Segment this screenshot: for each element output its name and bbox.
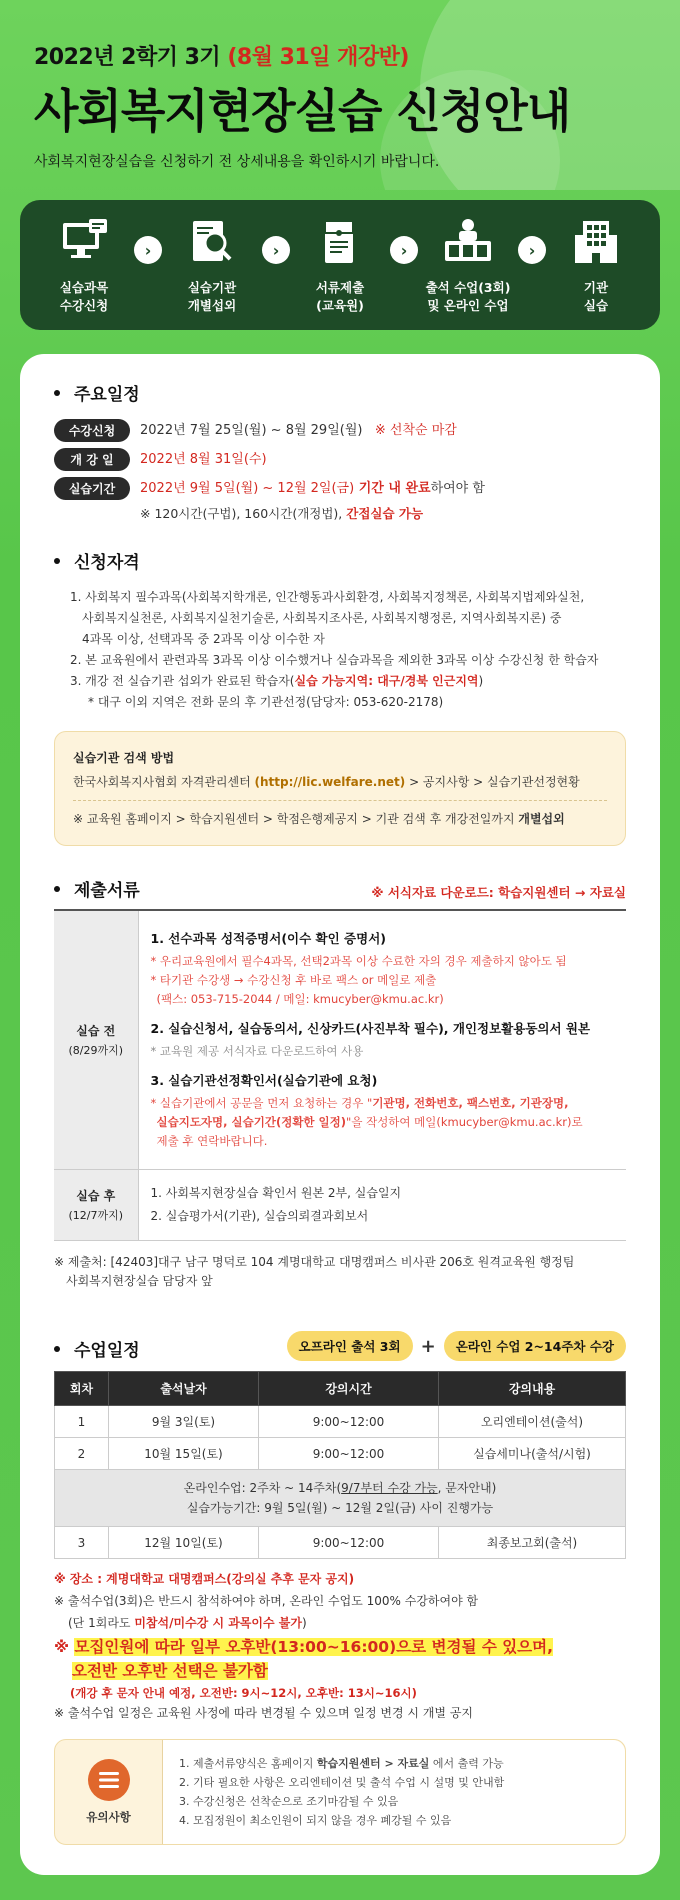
- doc-heading: 1. 선수과목 성적증명서(이수 확인 증명서): [150, 931, 386, 946]
- online-text: 온라인수업: 2주차 ~ 14주차(: [183, 1481, 342, 1495]
- doc-heading: 3. 실습기관선정확인서(실습기관에 요청): [150, 1073, 378, 1088]
- table-row: [55, 1527, 626, 1559]
- schedule-value: 2022년 9월 5일(월) ~ 12월 2일(금): [140, 481, 355, 496]
- search-text: 한국사회복지사협회 자격관리센터: [73, 775, 255, 789]
- doc-item: 1. 사회복지현장실습 확인서 원본 2부, 실습일지: [150, 1186, 402, 1200]
- plus-icon: +: [420, 1335, 436, 1357]
- warning-mark: ※: [54, 1638, 75, 1656]
- docs-deadline: (12/7까지): [68, 1209, 124, 1222]
- class-time-note: (개강 후 문자 안내 예정, 오전반: 9시~12시, 오후반: 13시~16시): [70, 1686, 417, 1700]
- caution-item: 2. 기타 필요한 사항은 오리엔테이션 및 출석 수업 시 설명 및 안내함: [179, 1776, 505, 1789]
- table-row: [55, 1438, 626, 1470]
- step-label: 수강신청: [59, 298, 109, 313]
- docs-row-after: [54, 1170, 626, 1241]
- online-line: [55, 1478, 625, 1498]
- warning-text: 오전반 오후반 선택은 불가함: [72, 1662, 268, 1680]
- region-note: 실습 가능지역: 대구/경북 인근지역: [294, 674, 479, 688]
- table-cell: 3: [55, 1527, 109, 1559]
- qualification-item: 4과목 이상, 선택과목 중 2과목 이상 이수한 자: [82, 632, 325, 646]
- class-schedule-table: [54, 1371, 626, 1559]
- schedule-tag: 개 강 일: [54, 448, 130, 471]
- warning-text: 모집인원에 따라 일부 오후반(13:00~16:00)으로 변경될 수 있으며,: [74, 1638, 554, 1656]
- docs-row-before: [54, 910, 626, 1170]
- institution-search-box: [54, 731, 626, 846]
- change-notice: ※ 출석수업 일정은 교육원 사정에 따라 변경될 수 있으며 일정 변경 시 개별 공지: [54, 1706, 473, 1720]
- table-cell: 오리엔테이션(출석): [439, 1406, 626, 1438]
- semester-text: 2022년 2학기 3기: [34, 45, 228, 70]
- magnifier-document-icon: [185, 215, 239, 269]
- schedule-change-warning: [54, 1635, 626, 1659]
- doc-note-bold: 실습지도자명, 실습기간(정확한 일정): [156, 1115, 347, 1129]
- docs-row-body: [138, 910, 626, 1170]
- schedule-row-registration: [54, 419, 626, 442]
- chevron-right-icon: ›: [262, 236, 290, 264]
- list-icon: [88, 1759, 130, 1801]
- table-cell: 2: [55, 1438, 109, 1470]
- offline-pill: 오프라인 출석 3회: [287, 1331, 413, 1361]
- schedule-value: 하여야 함: [430, 481, 485, 496]
- doc-note: * 교육원 제공 서식자료 다운로드하여 사용: [150, 1044, 364, 1058]
- caution-text: 1. 제출서류양식은 홈페이지: [179, 1757, 317, 1770]
- table-cell: 9:00~12:00: [259, 1438, 439, 1470]
- table-row-online: [55, 1470, 626, 1527]
- search-bold-text: 개별섭외: [518, 812, 565, 826]
- table-cell: 9:00~12:00: [259, 1406, 439, 1438]
- bullet-icon: [54, 886, 60, 892]
- doc-note: * 우리교육원에서 필수4과목, 선택2과목 이상 수료한 자의 경우 제출하지 않아도 됨: [150, 954, 567, 968]
- schedule-change-warning-2: [54, 1659, 626, 1683]
- semester-heading: [34, 40, 680, 71]
- caution-list: [163, 1740, 625, 1844]
- step-label: 실습과목: [59, 280, 109, 295]
- table-cell: 10월 15일(토): [109, 1438, 259, 1470]
- page-description: 사회복지현장실습을 신청하기 전 상세내용을 확인하시기 바랍니다.: [34, 154, 440, 170]
- step-label: 실습기관: [187, 280, 237, 295]
- place-note: ※ 장소 : 계명대학교 대명캠퍼스(강의실 추후 문자 공지): [54, 1572, 355, 1586]
- class-notes: [54, 1569, 626, 1723]
- address-line: ※ 제출처: [42403]대구 남구 명덕로 104 계명대학교 대명캠퍼스 비사관 206호 원격교육원 행정팀: [54, 1255, 575, 1269]
- table-row: [55, 1406, 626, 1438]
- doc-note-bold: 기관명, 전화번호, 팩스번호, 기관장명,: [372, 1096, 569, 1110]
- divider: [73, 800, 607, 801]
- schedule-row-start: [54, 448, 626, 471]
- docs-row-header: [54, 910, 138, 1170]
- table-cell: 12월 10일(토): [109, 1527, 259, 1559]
- table-header-row: [55, 1372, 626, 1406]
- step-institution-contact: [162, 215, 262, 315]
- column-header: 강의시간: [259, 1372, 439, 1406]
- attendance-note-2: [54, 1613, 626, 1633]
- table-cell: 1: [55, 1406, 109, 1438]
- caution-text: 에서 출력 가능: [429, 1757, 504, 1770]
- docs-label: 실습 후: [76, 1189, 116, 1203]
- docs-row-header: [54, 1170, 138, 1241]
- doc-item: 2. 실습평가서(기관), 실습의뢰결과회보서: [150, 1209, 369, 1223]
- doc-note-text: * 실습기관에서 공문을 먼저 요청하는 경우 ": [150, 1096, 373, 1110]
- search-path-2: [73, 809, 607, 829]
- doc-note: [151, 1094, 615, 1113]
- bullet-icon: [54, 390, 60, 396]
- content-card: [20, 354, 660, 1875]
- opening-date-text: (8월 31일 개강반): [227, 45, 409, 70]
- search-text: ※ 교육원 홈페이지 > 학습지원센터 > 학점은행제공지 > 기관 검색 후 개강전일까지: [73, 812, 519, 826]
- attendance-note: ※ 출석수업(3회)은 반드시 참석하여야 하며, 온라인 수업도 100% 수강하여야 함: [54, 1594, 479, 1608]
- online-text: , 문자안내): [437, 1481, 497, 1495]
- caution-label: 유의사항: [86, 1810, 131, 1824]
- section-title-text: 주요일정: [74, 385, 140, 405]
- column-header: 출석날자: [109, 1372, 259, 1406]
- section-title-qualification: [54, 548, 626, 573]
- caution-bold-text: 학습지원센터 > 자료실: [316, 1757, 430, 1770]
- caution-box: [54, 1739, 626, 1845]
- note-text: (단 1회라도: [68, 1616, 135, 1630]
- doc-note-text: "을 작성하여 메일(kmucyber@kmu.ac.kr)로: [346, 1115, 583, 1129]
- search-text: > 공지사항 > 실습기관선정현황: [405, 775, 580, 789]
- docs-row-body: [138, 1170, 626, 1241]
- step-label: 개별섭외: [187, 298, 237, 313]
- online-pill: 온라인 수업 2~14주차 수강: [444, 1331, 626, 1361]
- column-header: 강의내용: [439, 1372, 626, 1406]
- note-text: ): [301, 1616, 307, 1630]
- schedule-value: 기간 내 완료: [354, 481, 431, 496]
- doc-heading: 2. 실습신청서, 실습동의서, 신상카드(사진부착 필수), 개인정보활용동의서 원본: [150, 1021, 591, 1036]
- docs-table: [54, 909, 626, 1241]
- search-path-1: [73, 772, 607, 792]
- download-link[interactable]: ※ 서식자료 다운로드: 학습지원센터 → 자료실: [371, 885, 626, 900]
- schedule-tag: 수강신청: [54, 419, 130, 442]
- step-course-registration: [34, 215, 134, 315]
- step-label: 실습: [583, 298, 609, 313]
- monitor-icon: [57, 215, 111, 269]
- process-steps: [20, 200, 660, 330]
- caution-item: 4. 모집정원이 최소인원이 되지 않을 경우 폐강될 수 있음: [179, 1814, 452, 1827]
- doc-note: * 타기관 수강생 → 수강신청 후 바로 팩스 or 메일로 제출: [150, 973, 437, 987]
- qualification-text: 3. 개강 전 실습기관 섭외가 완료된 학습자(: [70, 674, 295, 688]
- step-document-submit: [290, 215, 390, 315]
- caution-item: [179, 1754, 609, 1773]
- caution-label-area: [55, 1740, 163, 1844]
- online-underlined-text: 9/7부터 수강 가능: [341, 1481, 438, 1495]
- docs-deadline: (8/29까지): [68, 1044, 124, 1057]
- caution-item: 3. 수강신청은 선착순으로 조기마감될 수 있음: [179, 1795, 399, 1808]
- table-cell: 최종보고회(출석): [439, 1527, 626, 1559]
- qualification-note: * 대구 이외 지역은 전화 문의 후 기관선정(담당자: 053-620-2178): [88, 695, 444, 709]
- note-red-text: 간접실습 가능: [346, 506, 424, 521]
- qualification-item: 사회복지실천론, 사회복지실천기술론, 사회복지조사론, 사회복지행정론, 지역사회복지론) 중: [82, 611, 562, 625]
- doc-note: (팩스: 053-715-2044 / 메일: kmucyber@kmu.ac.kr): [156, 992, 444, 1006]
- schedule-value: 2022년 8월 31일(수): [140, 452, 267, 467]
- doc-note: 제출 후 연락바랍니다.: [156, 1134, 268, 1148]
- step-label: 및 온라인 수업: [427, 298, 509, 313]
- section-title-schedule: [54, 380, 626, 405]
- section-title-classes: [54, 1336, 140, 1361]
- section-title-text: 수업일정: [74, 1341, 140, 1361]
- docs-label: 실습 전: [76, 1024, 116, 1038]
- hero-banner: [0, 0, 680, 190]
- address-line: 사회복지현장실습 담당자 앞: [66, 1274, 213, 1288]
- class-type-pills: [287, 1331, 626, 1361]
- qualification-list: [54, 587, 626, 713]
- note-red-text: 미참석/미수강 시 과목이수 불가: [134, 1616, 302, 1630]
- table-cell: 9월 3일(토): [109, 1406, 259, 1438]
- bullet-icon: [54, 1346, 60, 1352]
- online-line: 실습가능기간: 9월 5일(월) ~ 12월 2일(금) 사이 진행가능: [186, 1501, 494, 1515]
- column-header: 회차: [55, 1372, 109, 1406]
- step-label: 서류제출: [315, 280, 365, 295]
- qualification-item: 2. 본 교육원에서 관련과목 3과목 이상 이수했거나 실습과목을 제외한 3과목 이상 수강신청 한 학습자: [70, 653, 599, 667]
- bullet-icon: [54, 558, 60, 564]
- table-cell: 9:00~12:00: [259, 1527, 439, 1559]
- qualification-text: ): [478, 674, 484, 688]
- qualification-item: 1. 사회복지 필수과목(사회복지학개론, 인간행동과사회환경, 사회복지정책론, 사회복지법제와실천,: [70, 590, 585, 604]
- note-text: ※ 120시간(구법), 160시간(개정법),: [140, 506, 347, 521]
- step-label: 기관: [583, 280, 609, 295]
- chevron-right-icon: ›: [518, 236, 546, 264]
- schedule-note: [140, 504, 626, 522]
- section-title-text: 제출서류: [74, 881, 140, 901]
- schedule-row-practice: [54, 477, 626, 500]
- step-attendance-class: [418, 215, 518, 315]
- chevron-right-icon: ›: [390, 236, 418, 264]
- chevron-right-icon: ›: [134, 236, 162, 264]
- doc-note: [151, 1113, 615, 1132]
- building-icon: [569, 215, 623, 269]
- schedule-value: 2022년 7월 25일(월) ~ 8월 29일(월): [140, 423, 363, 438]
- online-class-cell: [55, 1470, 626, 1527]
- welfare-link[interactable]: (http://lic.welfare.net): [254, 775, 406, 789]
- docs-header: [54, 876, 626, 901]
- step-institution-practice: [546, 215, 646, 315]
- envelope-document-icon: [313, 215, 367, 269]
- submission-address: [54, 1253, 626, 1291]
- section-title-docs: [54, 876, 140, 901]
- classes-header: [54, 1331, 626, 1361]
- search-heading: 실습기관 검색 방법: [73, 751, 175, 765]
- lecturer-icon: [441, 215, 495, 269]
- section-title-text: 신청자격: [74, 553, 140, 573]
- schedule-tag: 실습기간: [54, 477, 130, 500]
- first-come-note: ※ 선착순 마감: [374, 423, 457, 438]
- step-label: 출석 수업(3회): [425, 280, 511, 295]
- page-title: 사회복지현장실습 신청안내: [34, 84, 571, 138]
- qualification-item: [70, 671, 626, 692]
- step-label: (교육원): [316, 298, 364, 313]
- table-cell: 실습세미나(출석/시험): [439, 1438, 626, 1470]
